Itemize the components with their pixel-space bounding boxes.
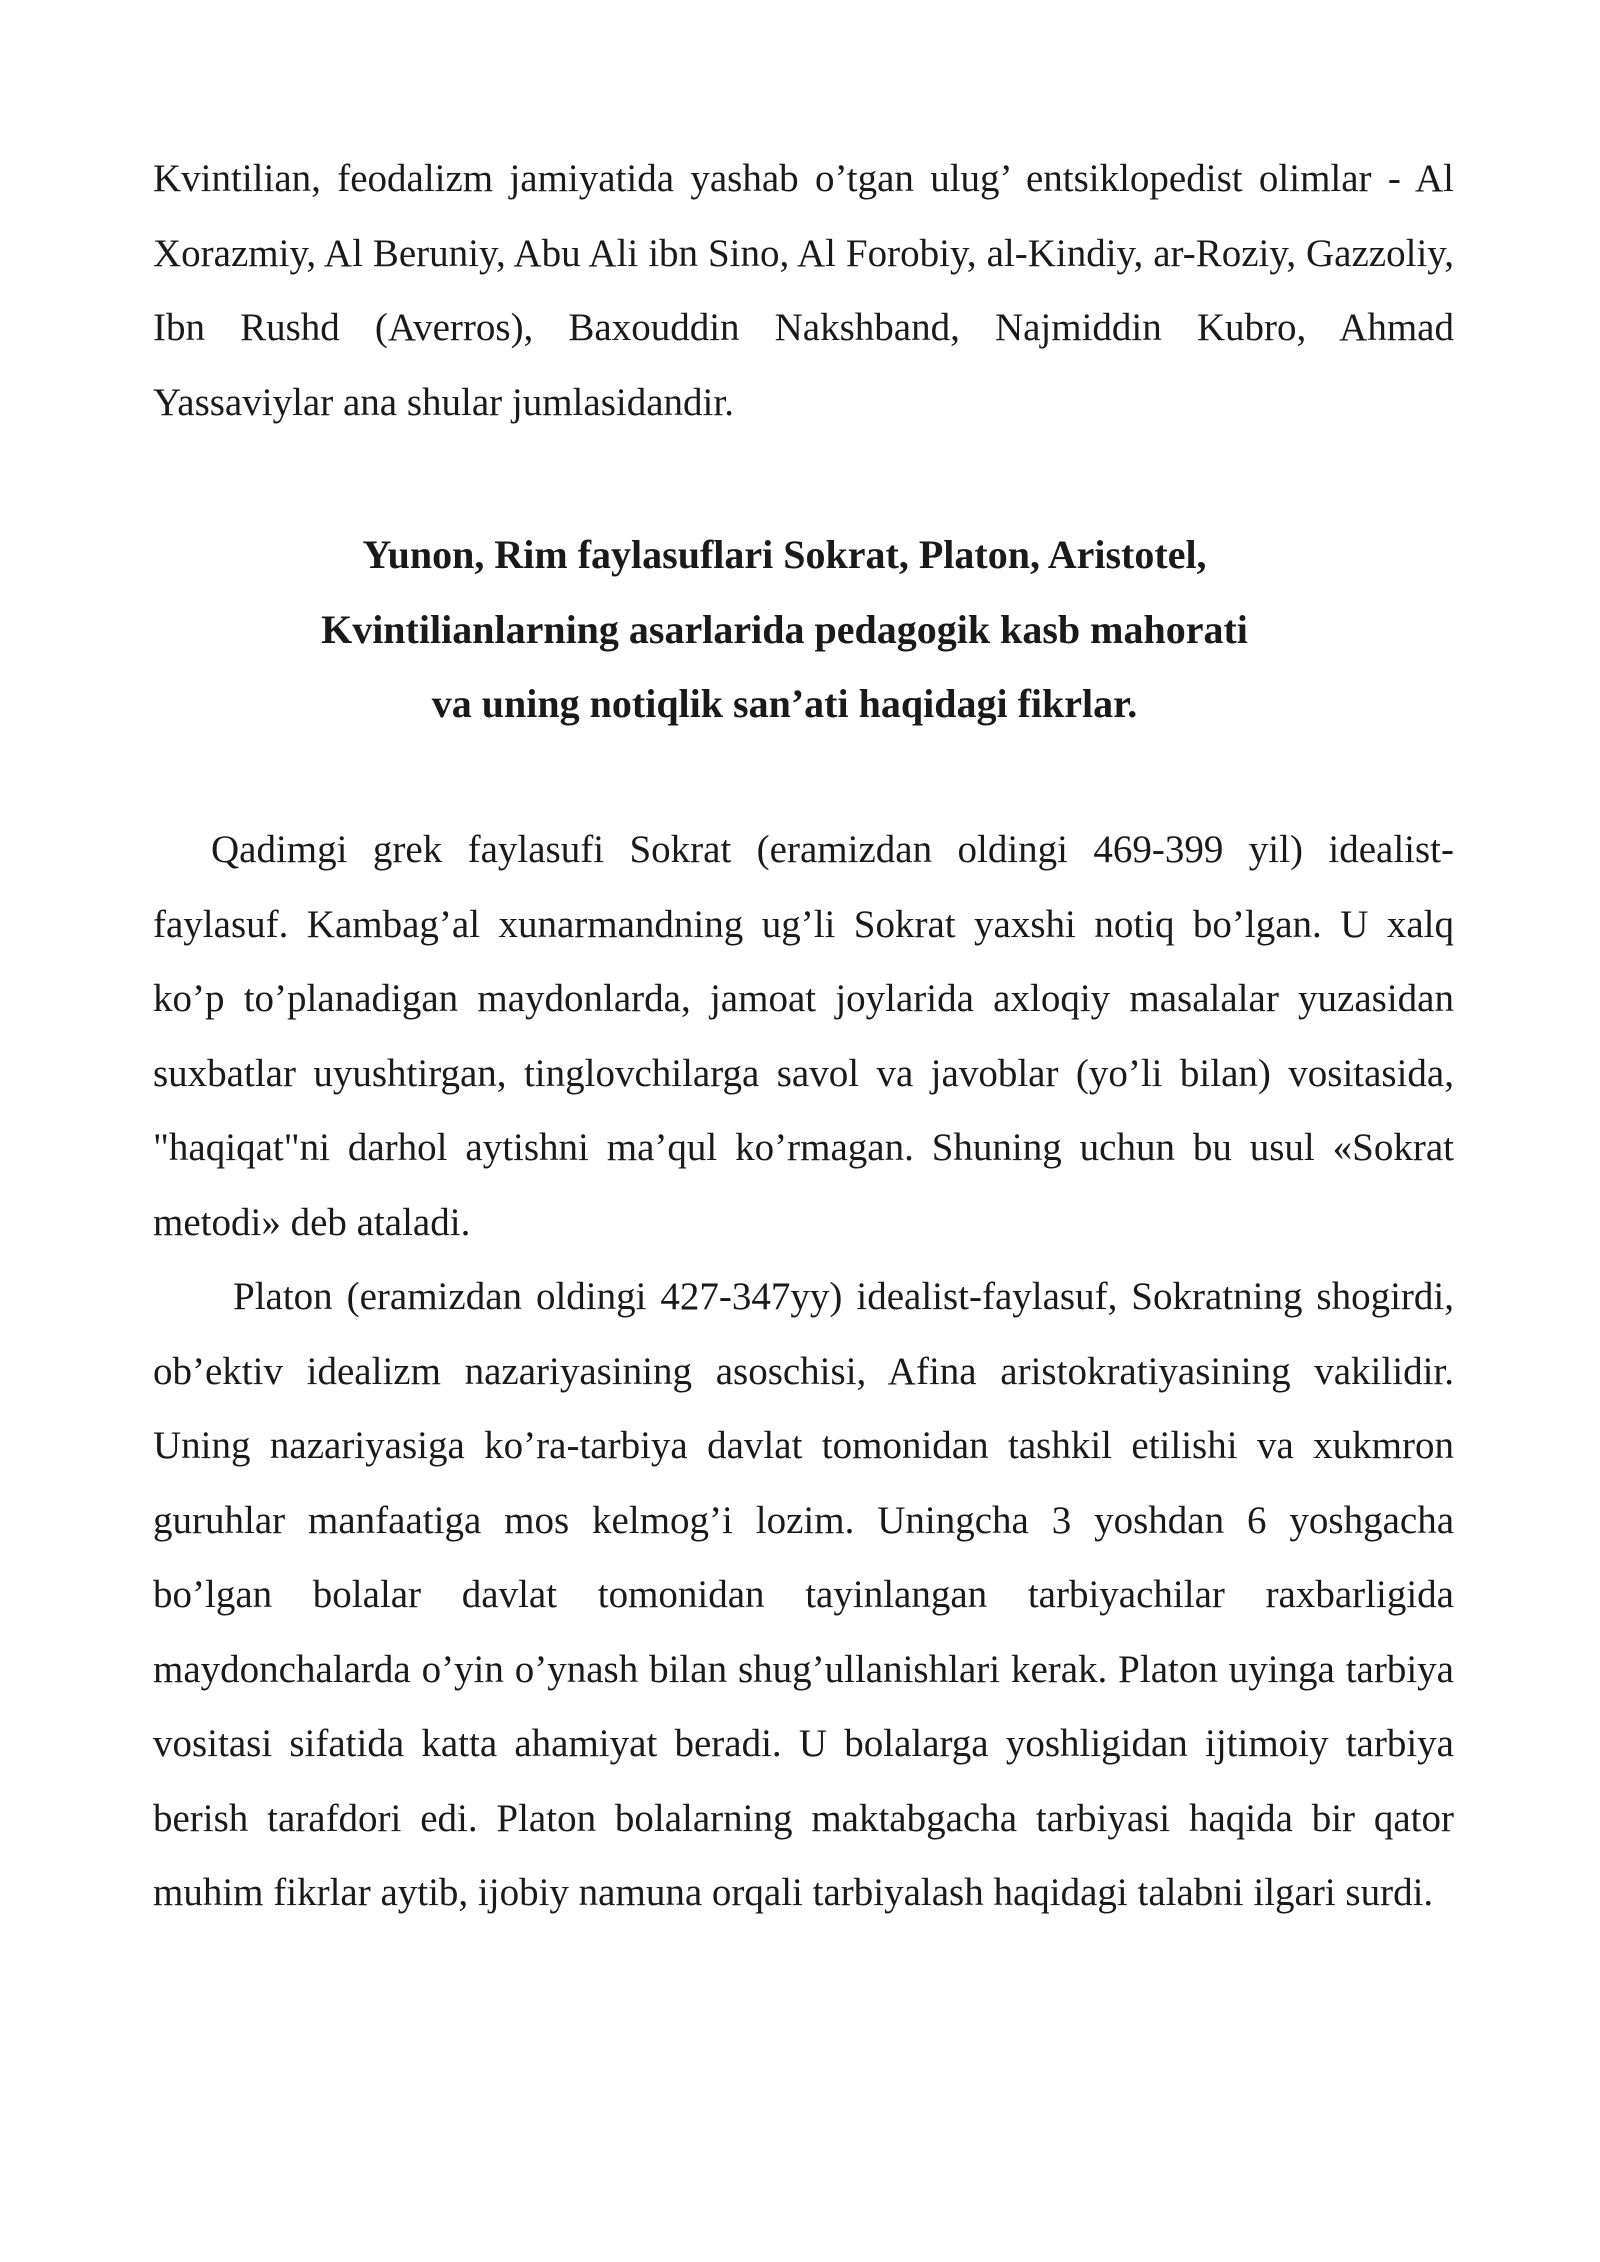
intro-paragraph: Kvintilian, feodalizm jamiyatida yashab o’tgan ulug’ entsiklopedist olimlar - Al Xorazmiy, Al Beruniy, Abu Ali ibn Sino, Al Forobiy, al-Kindiy, ar-Roziy, Gazzoliy, Ibn Rushd (Averros), Baxouddin Nakshband, Najmiddin Kubro, Ahmad Yassaviylar ana shular jumlasidandir. [153, 157, 1454, 424]
section-heading [153, 518, 1416, 742]
section-heading-line-1: Yunon, Rim faylasuflari Sokrat, Platon, Aristotel, [362, 532, 1207, 577]
sokrat-paragraph: Qadimgi grek faylasufi Sokrat (eramizdan oldingi 469-399 yil) idealist-faylasuf. Kambag’al xunarmandning ug’li Sokrat yaxshi notiq bo’lgan. U xalq ko’p to’planadigan maydonlarda, jamoat joylarida axloqiy masalalar yuzasidan suxbatlar uyushtirgan, tinglovchilarga savol va javoblar (yo’li bilan) vositasida, "haqiqat"ni darhol aytishni ma’qul ko’rmagan. Shuning uchun bu usul «Sokrat metodi» deb ataladi. [153, 828, 1454, 1244]
section-heading-line-3: va uning notiqlik san’ati haqidagi fikrlar. [431, 681, 1138, 726]
platon-paragraph: Platon (eramizdan oldingi 427-347yy) idealist-faylasuf, Sokratning shogirdi, ob’ektiv idealizm nazariyasining asoschisi, Afina aristokratiyasining vakilidir. Uning nazariyasiga ko’ra-tarbiya davlat tomonidan tashkil etilishi va xukmron guruhlar manfaatiga mos kelmog’i lozim. Uningcha 3 yoshdan 6 yoshgacha bo’lgan bolalar davlat tomonidan tayinlangan tarbiyachilar raxbarligida maydonchalarda o’yin o’ynash bilan shug’ullanishlari kerak. Platon uyinga tarbiya vositasi sifatida katta ahamiyat beradi. U bolalarga yoshligidan ijtimoiy tarbiya berish tarafdori edi. Platon bolalarning maktabgacha tarbiyasi haqida bir qator muhim fikrlar aytib, ijobiy namuna orqali tarbiyalash haqidagi talabni ilgari surdi. [153, 1275, 1454, 1914]
section-heading-line-2: Kvintilianlarning asarlarida pedagogik kasb mahorati [321, 606, 1248, 652]
